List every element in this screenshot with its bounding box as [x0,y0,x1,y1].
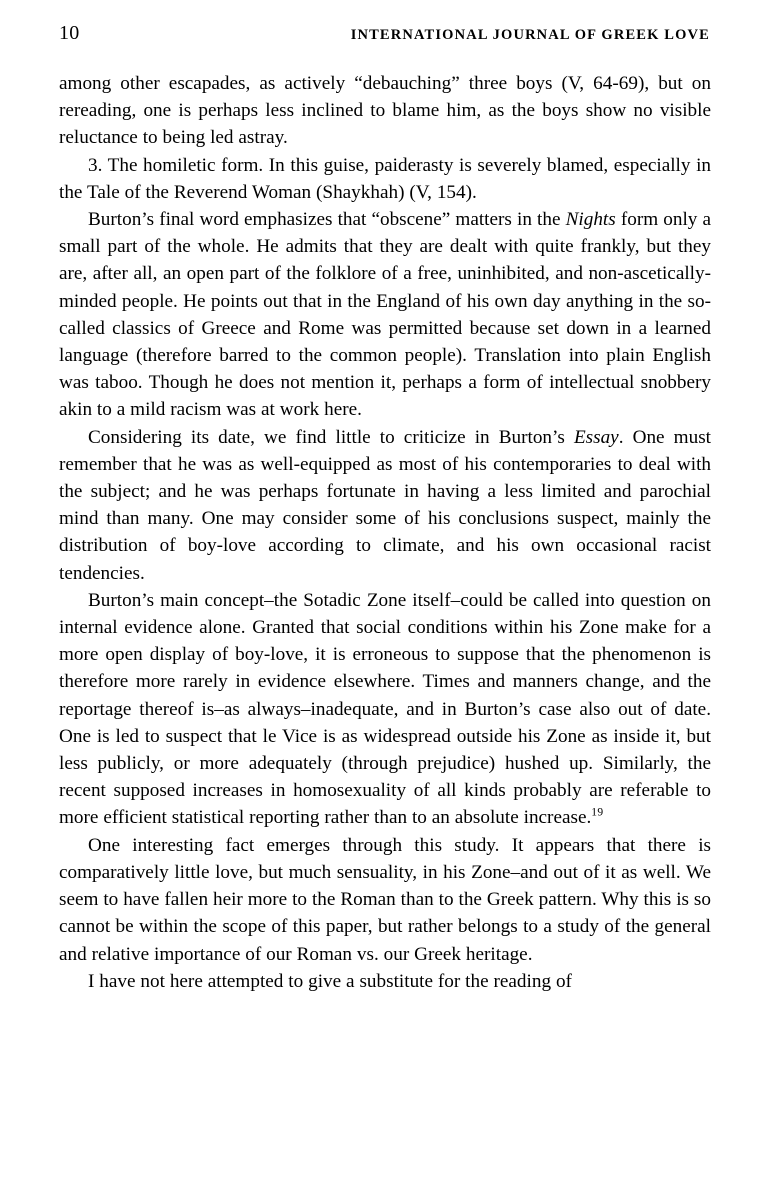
para-no-substitute: I have not here attempted to give a substitute for the reading of [88,970,572,992]
italic-title: Nights [565,209,616,231]
body-text [59,70,711,995]
footnote-marker[interactable]: 19 [591,807,604,820]
italic-title: Essay [573,426,619,448]
para-burtons-final-word: Burton’s final word emphasizes that “obscene” matters in the Nights form only a small part of the whole. He admits that they are dealt with quite frankly, but they are, after all, an open part of the folklore of a free, uninhibited, and non-ascetically-minded people. He points out that in the England of his own day anything in the so-called classics of Greece and Rome was permitted because set down in a learned language (therefore barred to the common people). Translation into plain English was taboo. Though he does not mention it, perhaps a form of intellectual snobbery akin to a mild racism was at work here. [59,209,711,421]
para-sotadic-zone: Burton’s main concept–the Sotadic Zone itself–could be called into question on internal evidence alone. Granted that social conditions within his Zone make for a more open display of boy-love, it is erroneous to suppose that the phenomenon is therefore more rarely in evidence elsewhere. Times and manners change, and the reportage thereof is–as always–inadequate, and in Burton’s case also out of date. One is led to suspect that le Vice is as widespread outside his Zone as inside it, but less publicly, or more adequately (through prejudice) hushed up. Similarly, the recent supposed increases in homosexuality of all kinds probably are referable to more efficient statistical reporting rather than to an absolute increase.$^{19}$ [59,589,711,829]
para-escapades: among other escapades, as actively “debauching” three boys (V, 64-69), but on rereading, one is perhaps less inclined to blame him, as the boys show no visible reluctance to being led astray. [59,73,711,149]
para-homiletic: 3. The homiletic form. In this guise, paiderasty is severely blamed, especially in the Tale of the Reverend Woman (Shaykhah) (V, 154). [59,154,711,203]
para-one-interesting-fact: One interesting fact emerges through this study. It appears that there is comparatively little love, but much sensuality, in his Zone–and out of it as well. We seem to have fallen heir more to the Roman than to the Greek pattern. Why this is so cannot be within the scope of this paper, but rather belongs to a study of the general and relative importance of our Roman vs. our Greek heritage. [59,834,711,965]
running-head [59,22,710,44]
page-number: 10 [59,22,80,44]
journal-title: INTERNATIONAL JOURNAL OF GREEK LOVE [350,27,710,43]
para-considering-its-date: Considering its date, we find little to criticize in Burton’s Essay. One must remember that he was as well-equipped as most of his contemporaries to deal with the subject; and he was perhaps fortunate in having a less limited and parochial mind than many. One may consider some of his conclusions suspect, mainly the distribution of boy-love according to climate, and his own occasional racist tendencies. [59,426,711,584]
